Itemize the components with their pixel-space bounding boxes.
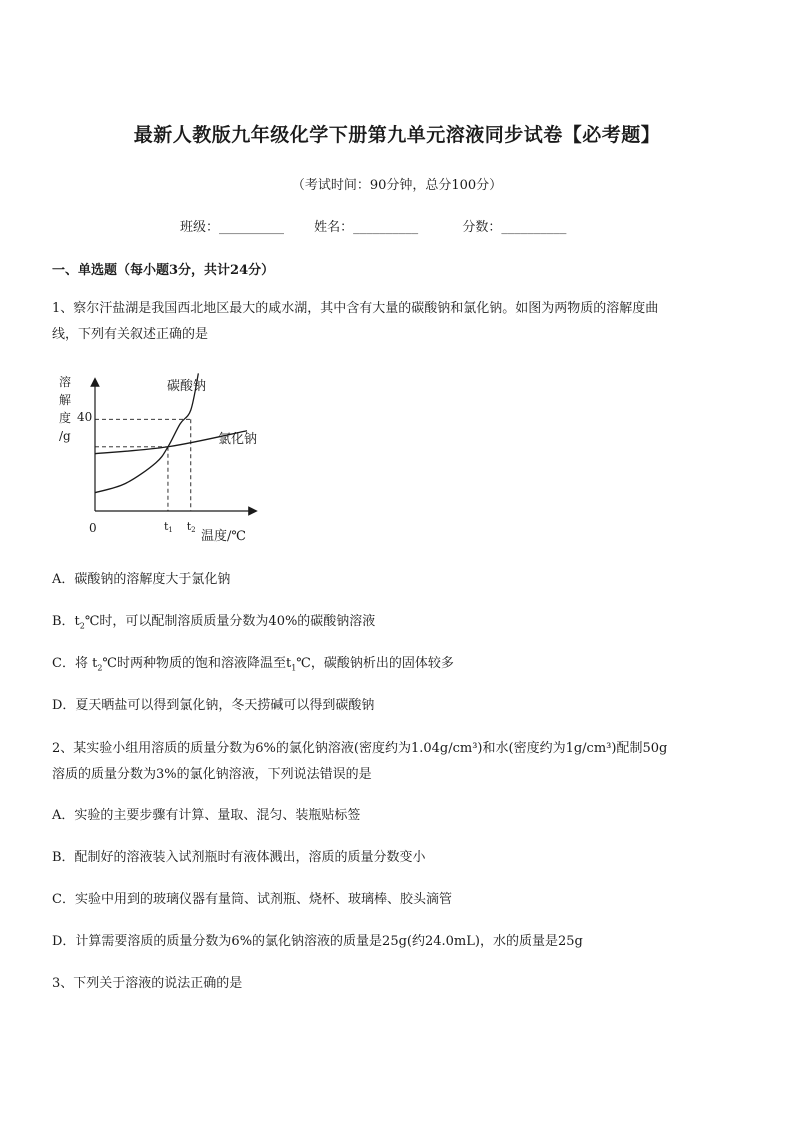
question-2-line-2: 溶质的质量分数为3%的氯化钠溶液，下列说法错误的是 [52, 767, 372, 782]
exam-subtitle: （考试时间：90分钟，总分100分） [291, 178, 503, 193]
score-field: 分数：__________ [462, 220, 567, 235]
page-title: 最新人教版九年级化学下册第九单元溶液同步试卷【必考题】 [133, 124, 661, 146]
question-1-line-1: 1、察尔汗盐湖是我国西北地区最大的咸水湖，其中含有大量的碳酸钠和氯化钠。如图为两物质的溶解度曲 [52, 301, 659, 316]
y-axis-label-1: 溶 [59, 375, 72, 389]
y-tick-40: 40 [77, 410, 93, 424]
x-tick-t1: t1 [163, 520, 173, 534]
section-heading-single-choice: 一、单选题（每小题3分，共计24分） [52, 263, 275, 278]
question-1-option-d: D．夏天晒盐可以得到氯化钠，冬天捞碱可以得到碳酸钠 [52, 698, 375, 713]
solubility-chart [55, 368, 265, 548]
label-sodium-carbonate: 碳酸钠 [167, 379, 207, 394]
y-axis-label-3: 度 [59, 411, 72, 425]
question-1-option-b: B．$t_2℃$时，可以配制溶质质量分数为40%的碳酸钠溶液 [52, 614, 376, 631]
x-tick-t2: t2 [186, 520, 196, 534]
y-axis-label-2: 解 [59, 393, 72, 407]
question-3-stem: 3、下列关于溶液的说法正确的是 [52, 976, 243, 991]
origin-label: 0 [89, 521, 97, 535]
question-1-stem [52, 296, 742, 348]
label-sodium-chloride: 氯化钠 [218, 432, 258, 447]
class-field: 班级：__________ [180, 220, 285, 235]
question-2-stem [52, 736, 742, 788]
y-axis-label-4: /g [59, 429, 71, 443]
question-1-option-c: C．将 $t_2℃$时两种物质的饱和溶液降温至$t_1℃$，碳酸钠析出的固体较多 [52, 656, 454, 673]
question-1-option-a: A．碳酸钠的溶解度大于氯化钠 [52, 572, 231, 587]
question-1-line-2: 线，下列有关叙述正确的是 [52, 327, 209, 342]
question-2-option-c: C．实验中用到的玻璃仪器有量筒、试剂瓶、烧杯、玻璃棒、胶头滴管 [52, 892, 452, 907]
name-field: 姓名：__________ [314, 220, 419, 235]
question-2-option-a: A．实验的主要步骤有计算、量取、混匀、装瓶贴标签 [52, 808, 361, 823]
x-axis-label: 温度/℃ [201, 529, 246, 544]
student-info-row [180, 216, 566, 235]
question-2-option-d: D．计算需要溶质的质量分数为6%的氯化钠溶液的质量是25g(约24.0mL)，水的质量是25g [52, 934, 583, 949]
question-2-option-b: B．配制好的溶液装入试剂瓶时有液体溅出，溶质的质量分数变小 [52, 850, 426, 865]
question-2-line-1: 2、某实验小组用溶质的质量分数为6%的氯化钠溶液(密度约为1.04g/cm³)和水(密度约为1g/cm³)配制50g [52, 741, 668, 756]
